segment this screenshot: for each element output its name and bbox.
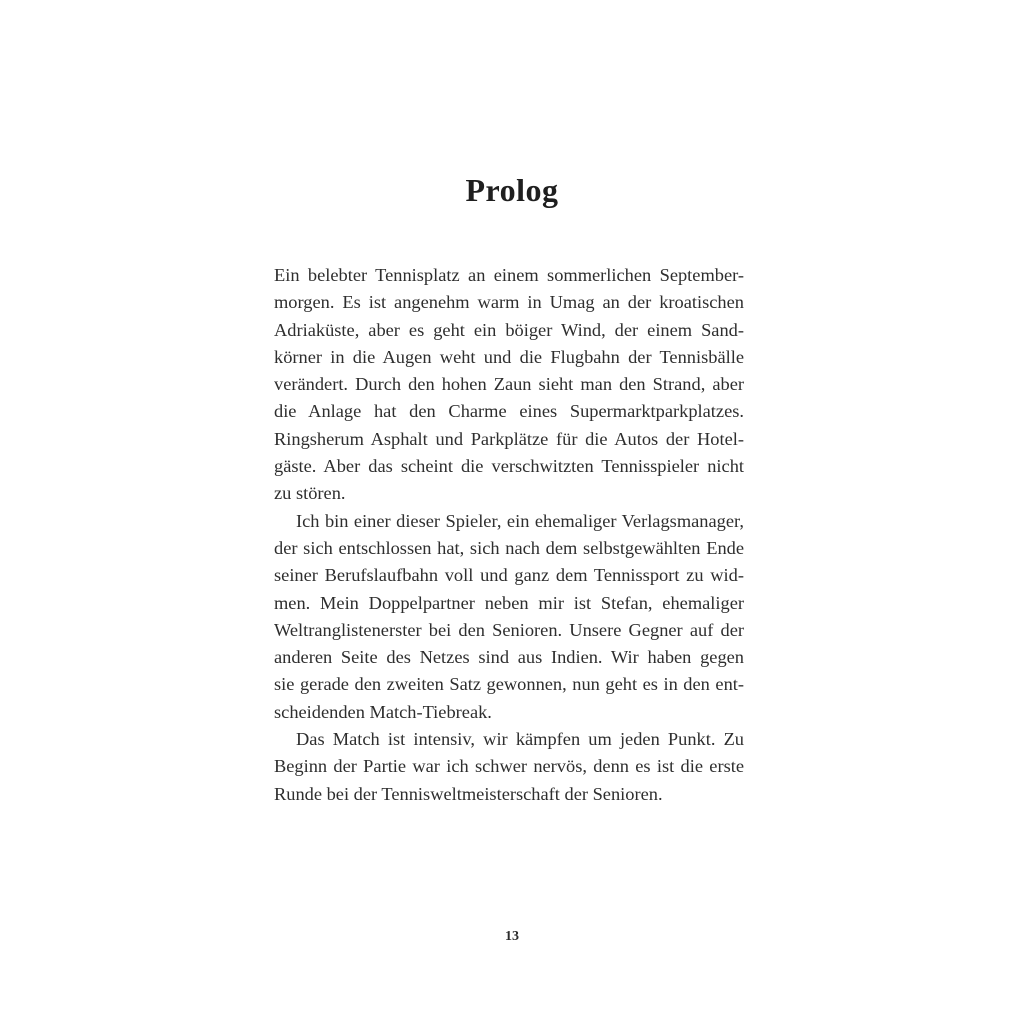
text-line: morgen. Es ist angenehm warm in Umag an der kroatischen — [274, 292, 744, 313]
text-line: Adriaküste, aber es geht ein böiger Wind, der einem Sand- — [274, 319, 744, 340]
paragraph-1 — [274, 262, 744, 508]
text-line: seiner Berufslaufbahn voll und ganz dem Tennissport zu wid- — [274, 565, 744, 586]
body-text — [274, 262, 744, 808]
paragraph-2 — [274, 508, 744, 726]
text-line: Das Match ist intensiv, wir kämpfen um jeden Punkt. Zu — [296, 729, 744, 750]
text-line: Ich bin einer dieser Spieler, ein ehemaliger Verlagsmanager, — [296, 510, 744, 531]
text-line: scheidenden Match-Tiebreak. — [274, 701, 492, 722]
text-line: Ringsherum Asphalt und Parkplätze für die Autos der Hotel- — [274, 428, 744, 449]
page-number: 13 — [505, 929, 519, 944]
text-line: men. Mein Doppelpartner neben mir ist Stefan, ehemaliger — [274, 592, 744, 613]
text-line: die Anlage hat den Charme eines Supermarktparkplatzes. — [274, 401, 744, 422]
text-line: anderen Seite des Netzes sind aus Indien. Wir haben gegen — [274, 647, 744, 668]
text-line: Weltranglistenerster bei den Senioren. Unsere Gegner auf der — [274, 619, 744, 640]
text-line: der sich entschlossen hat, sich nach dem selbstgewählten Ende — [274, 537, 744, 558]
paragraph-3 — [274, 726, 744, 808]
text-line: verändert. Durch den hohen Zaun sieht man den Strand, aber — [274, 374, 744, 395]
text-line: körner in die Augen weht und die Flugbahn der Tennisbälle — [274, 346, 744, 367]
text-line: Ein belebter Tennisplatz an einem sommerlichen September- — [274, 265, 744, 285]
text-line: Runde bei der Tennisweltmeisterschaft der Senioren. — [274, 783, 663, 804]
chapter-title: Prolog — [465, 172, 559, 208]
text-line: Beginn der Partie war ich schwer nervös, denn es ist die erste — [274, 756, 744, 777]
text-line: zu stören. — [274, 483, 346, 504]
text-line: gäste. Aber das scheint die verschwitzten Tennisspieler nicht — [274, 456, 744, 477]
text-line: sie gerade den zweiten Satz gewonnen, nun geht es in den ent- — [274, 674, 744, 695]
